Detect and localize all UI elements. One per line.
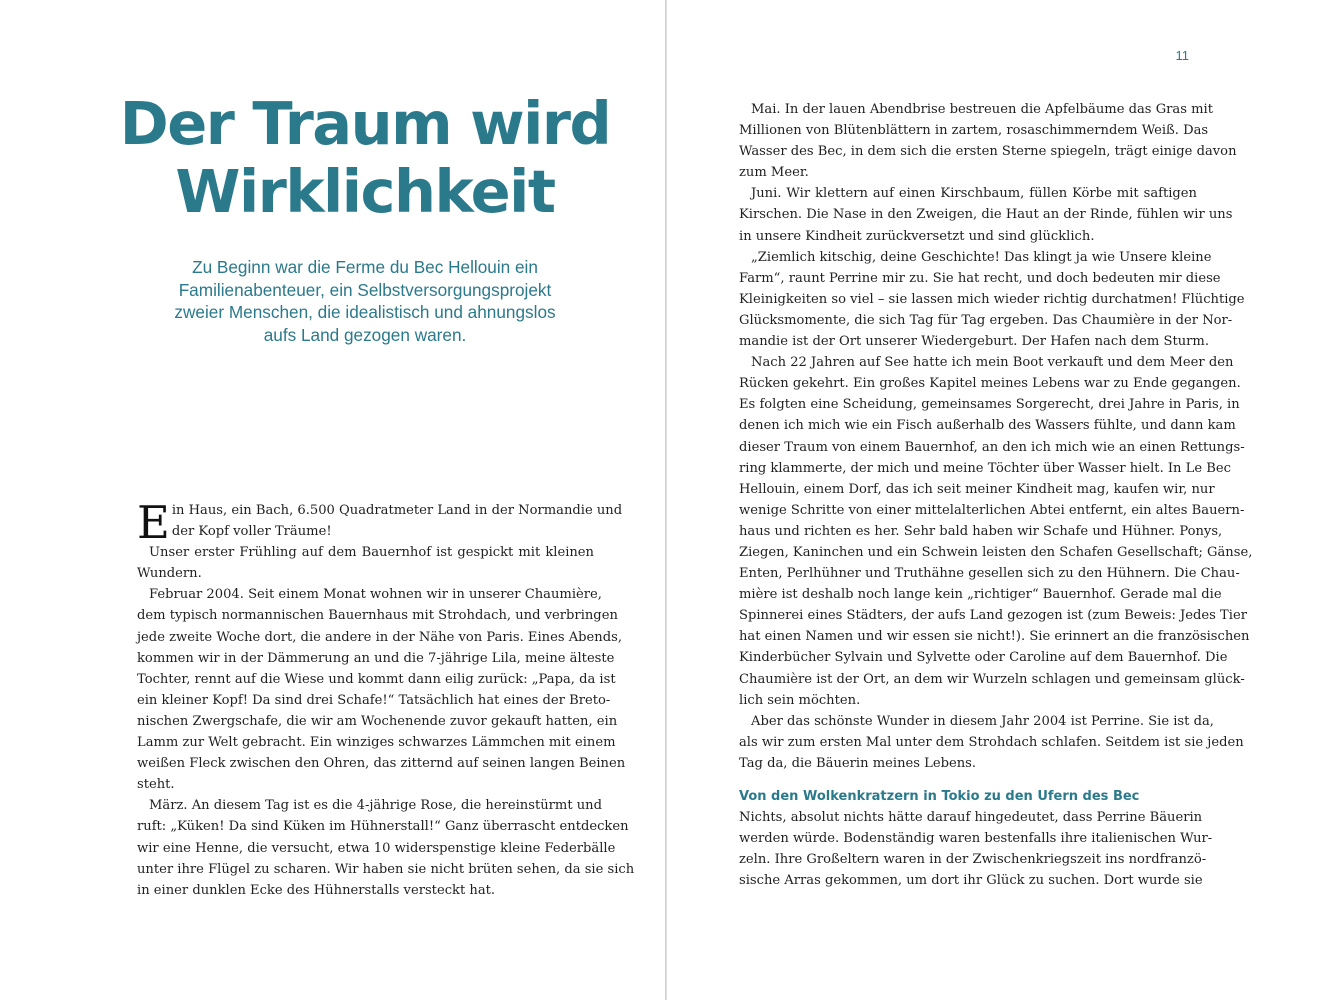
text-line: dieser Traum von einem Bauernhof, an den ich mich wie an einen Rettungs- xyxy=(739,439,1245,455)
text-line: zeln. Ihre Großeltern waren in der Zwischenkriegszeit ins nordfranzö- xyxy=(739,852,1207,868)
text-line: Glücksmomente, die sich Tag für Tag ergeben. Das Chaumière in der Nor- xyxy=(739,312,1233,328)
text-line: Ziegen, Kaninchen und ein Schwein leisten den Schafen Gesellschaft; Gänse, xyxy=(739,544,1253,560)
intro-line: aufs Land gezogen waren. xyxy=(263,324,467,345)
text-line: jede zweite Woche dort, die andere in der Nähe von Paris. Eines Abends, xyxy=(137,629,623,645)
text-line: zum Meer. xyxy=(739,165,809,181)
title-line: Wirklichkeit xyxy=(175,157,555,226)
chapter-intro xyxy=(140,256,590,346)
text-line: Kinderbücher Sylvain und Sylvette oder Caroline auf dem Bauernhof. Die xyxy=(739,650,1228,666)
title-line: Der Traum wird xyxy=(119,89,611,158)
text-line: hat einen Namen und wir essen sie nicht!). Sie erinnert an die französischen xyxy=(739,629,1250,645)
text-line: März. An diesem Tag ist es die 4-jährige Rose, die hereinstürmt und xyxy=(149,798,602,814)
text-line: Millionen von Blütenblättern in zartem, rosaschimmerndem Weiß. Das xyxy=(739,123,1209,139)
text-line: lich sein möchten. xyxy=(739,692,861,708)
text-line: mière ist deshalb noch lange kein „richtiger“ Bauernhof. Gerade mal die xyxy=(739,587,1222,603)
intro-line: zweier Menschen, die idealistisch und ahnungslos xyxy=(174,302,556,322)
text-line: kommen wir in der Dämmerung an und die 7-jährige Lila, meine älteste xyxy=(137,650,615,666)
section-heading: Von den Wolkenkratzern in Tokio zu den Ufern des Bec xyxy=(739,789,1140,804)
text-line: wenige Schritte von einer mittelalterlichen Abtei entfernt, ein altes Bauern- xyxy=(739,502,1245,518)
left-body-text xyxy=(137,496,635,901)
left-page xyxy=(0,0,666,1000)
text-line: Kirschen. Die Nase in den Zweigen, die Haut an der Rinde, fühlen wir uns xyxy=(739,207,1233,223)
text-line: denen ich mich wie ein Fisch außerhalb des Wassers fühlte, und dann kam xyxy=(739,418,1236,434)
text-line: in Haus, ein Bach, 6.500 Quadratmeter Land in der Normandie und xyxy=(171,503,623,518)
right-body-text xyxy=(739,99,1253,891)
text-line: dem typisch normannischen Bauernhaus mit Strohdach, und verbringen xyxy=(137,608,618,624)
chapter-title xyxy=(110,90,620,226)
text-line: haus und richten es her. Sehr bald haben wir Schafe und Hühner. Ponys, xyxy=(739,523,1223,539)
intro-line: Zu Beginn war die Ferme du Bec Hellouin ein xyxy=(192,257,538,277)
text-line: Tochter, rennt auf die Wiese und kommt dann eilig zurück: „Papa, da ist xyxy=(137,671,616,687)
intro-line: Familienabenteuer, ein Selbstversorgungsprojekt xyxy=(178,279,552,300)
text-line: „Ziemlich kitschig, deine Geschichte! Das klingt ja wie Unsere kleine xyxy=(751,249,1212,265)
text-line: Wasser des Bec, in dem sich die ersten Sterne spiegeln, trägt einige davon xyxy=(739,144,1237,160)
text-line: Rücken gekehrt. Ein großes Kapitel meines Lebens war zu Ende gegangen. xyxy=(739,376,1241,392)
text-line: Mai. In der lauen Abendbrise bestreuen die Apfelbäume das Gras mit xyxy=(751,102,1213,117)
text-line: Nach 22 Jahren auf See hatte ich mein Boot verkauft und dem Meer den xyxy=(751,355,1234,371)
text-line: weißen Fleck zwischen den Ohren, das zitternd auf seinen langen Beinen xyxy=(137,756,626,772)
text-line: in unsere Kindheit zurückversetzt und sind glücklich. xyxy=(739,228,1095,244)
text-line: Aber das schönste Wunder in diesem Jahr 2004 ist Perrine. Sie ist da, xyxy=(751,713,1214,729)
text-line: unter ihre Flügel zu scharen. Wir haben sie nicht brüten sehen, da sie sich xyxy=(137,861,635,877)
text-line: mandie ist der Ort unserer Wiedergeburt. Der Hafen nach dem Sturm. xyxy=(739,334,1210,350)
text-line: steht. xyxy=(137,777,175,793)
text-line: Kleinigkeiten so viel – sie lassen mich wieder richtig durchatmen! Flüchtige xyxy=(739,291,1245,307)
text-line: Unser erster Frühling auf dem Bauernhof ist gespickt mit kleinen xyxy=(149,545,594,561)
text-line: werden würde. Bodenständig waren bestenfalls ihre italienischen Wur- xyxy=(739,831,1213,847)
text-line: der Kopf voller Träume! xyxy=(171,524,332,540)
text-line: Es folgten eine Scheidung, gemeinsames Sorgerecht, drei Jahre in Paris, in xyxy=(739,397,1240,413)
text-line: Februar 2004. Seit einem Monat wohnen wir in unserer Chaumière, xyxy=(149,587,602,603)
drop-cap: E xyxy=(137,496,170,549)
text-line: Hellouin, einem Dorf, das ich seit meiner Kindheit mag, kaufen wir, nur xyxy=(739,481,1215,497)
text-line: wir eine Henne, die versucht, etwa 10 widerspenstige kleine Federbälle xyxy=(137,840,616,856)
text-line: in einer dunklen Ecke des Hühnerstalls versteckt hat. xyxy=(137,882,496,898)
text-line: Wundern. xyxy=(137,566,202,582)
text-line: nischen Zwergschafe, die wir am Wochenende zuvor gekauft hatten, ein xyxy=(137,713,618,729)
text-line: ein kleiner Kopf! Da sind drei Schafe!“ Tatsächlich hat eines der Breto- xyxy=(137,692,611,708)
text-line: Tag da, die Bäuerin meines Lebens. xyxy=(739,755,977,771)
text-line: sische Arras gekommen, um dort ihr Glück zu suchen. Dort wurde sie xyxy=(739,873,1203,889)
text-line: Spinnerei eines Städters, der aufs Land gezogen ist (zum Beweis: Jedes Tier xyxy=(739,608,1247,624)
text-line: als wir zum ersten Mal unter dem Strohdach schlafen. Seitdem ist sie jeden xyxy=(739,734,1244,750)
text-line: ring klammerte, der mich und meine Töchter über Wasser hielt. In Le Bec xyxy=(739,460,1231,476)
text-line: Chaumière ist der Ort, an dem wir Wurzeln schlagen und gemeinsam glück- xyxy=(739,671,1245,687)
text-line: Enten, Perlhühner und Truthähne gesellen sich zu den Hühnern. Die Chau- xyxy=(739,566,1240,582)
text-line: Lamm zur Welt gebracht. Ein winziges schwarzes Lämmchen mit einem xyxy=(137,735,616,751)
text-line: Juni. Wir klettern auf einen Kirschbaum, füllen Körbe mit saftigen xyxy=(751,186,1197,202)
page-number: 11 xyxy=(1175,48,1189,63)
text-line: Farm“, raunt Perrine mir zu. Sie hat recht, und doch bedeuten mir diese xyxy=(739,270,1221,286)
text-line: Nichts, absolut nichts hätte darauf hingedeutet, dass Perrine Bäuerin xyxy=(739,810,1203,826)
text-line: ruft: „Küken! Da sind Küken im Hühnerstall!“ Ganz überrascht entdecken xyxy=(137,819,629,835)
